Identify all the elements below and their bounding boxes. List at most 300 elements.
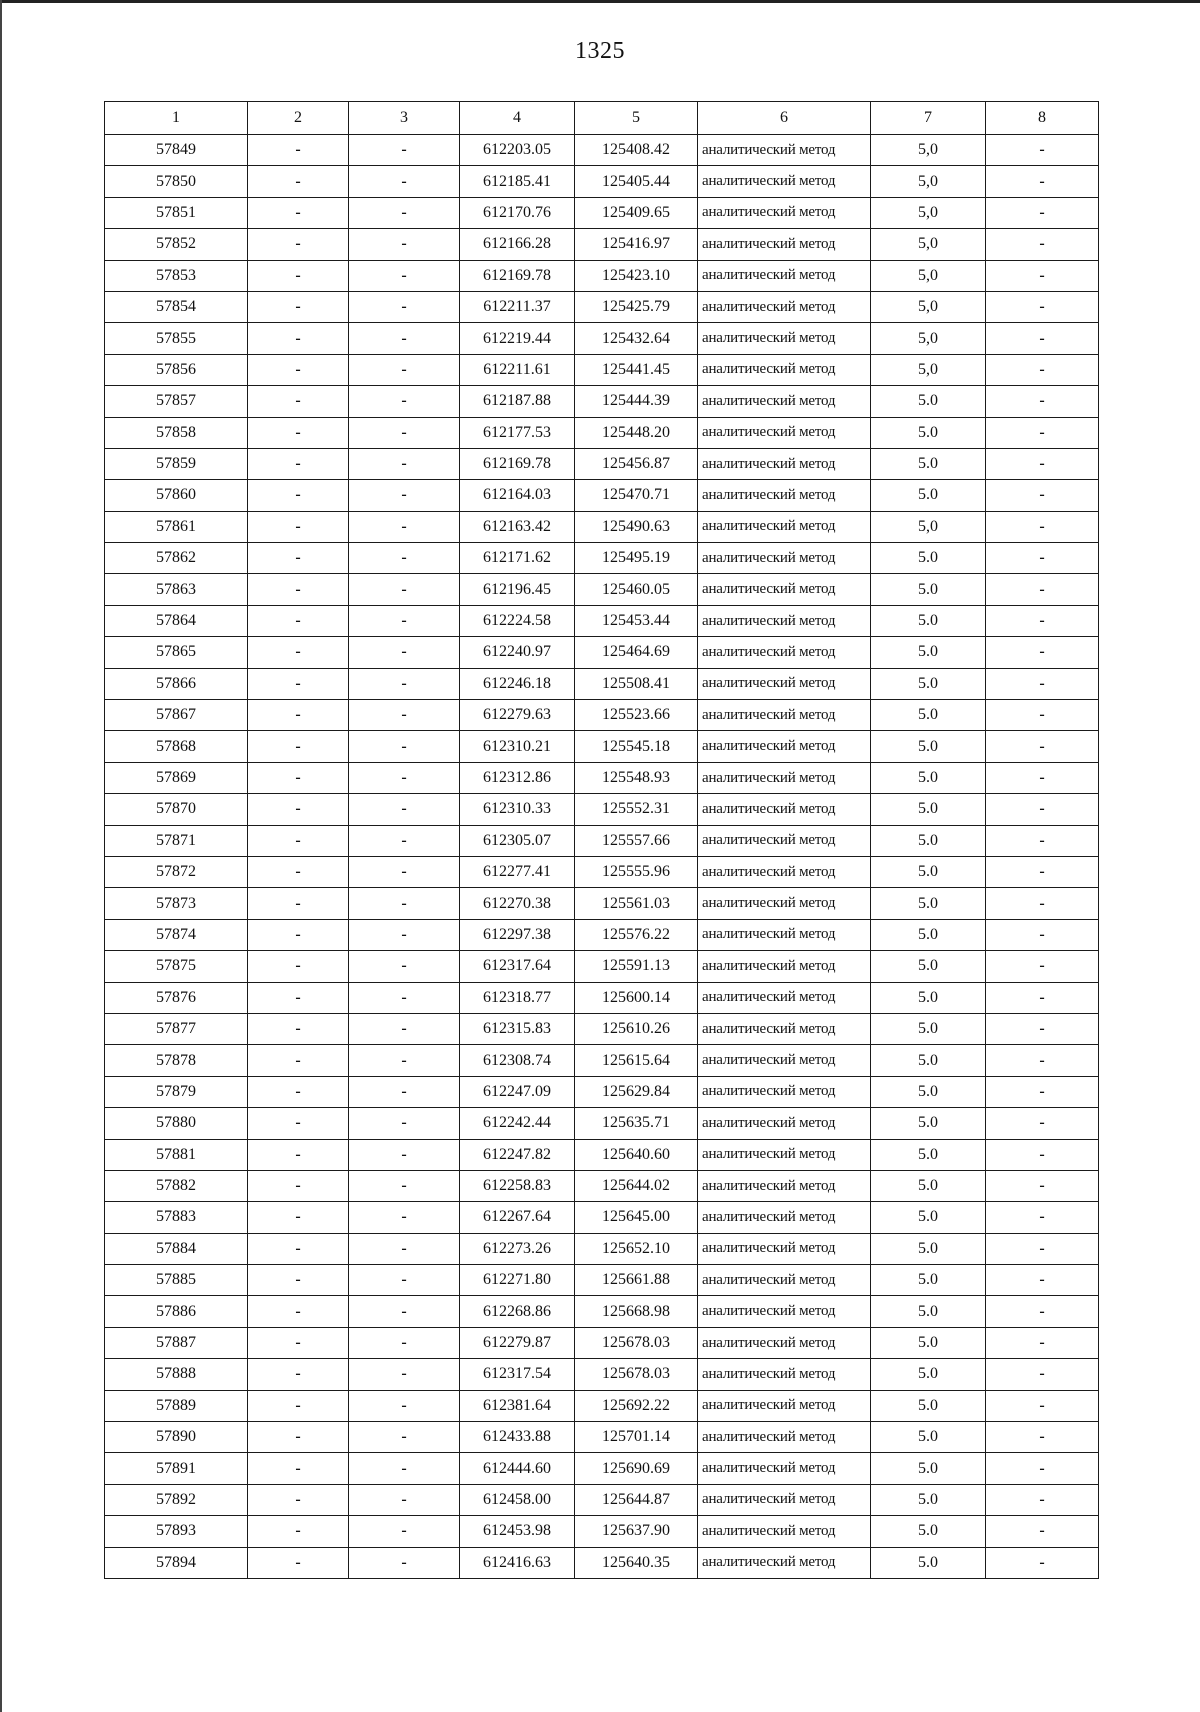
- cell-coord-y: 125441.45: [575, 354, 698, 385]
- cell-method: аналитический метод: [698, 700, 871, 731]
- cell-accuracy: 5.0: [871, 888, 986, 919]
- cell-coord-y: 125629.84: [575, 1076, 698, 1107]
- cell-col-2-value: -: [248, 1233, 349, 1264]
- table-row: [105, 229, 1099, 260]
- cell-col-3-value: -: [349, 229, 460, 260]
- cell-method: аналитический метод: [698, 668, 871, 699]
- cell-coord-y: 125661.88: [575, 1265, 698, 1296]
- cell-coord-x: 612310.33: [460, 794, 575, 825]
- cell-point-number: 57853: [105, 260, 248, 291]
- cell-point-number: 57852: [105, 229, 248, 260]
- cell-col-3-value: -: [349, 448, 460, 479]
- cell-accuracy: 5.0: [871, 1359, 986, 1390]
- cell-col-3-value: -: [349, 1359, 460, 1390]
- cell-coord-x: 612433.88: [460, 1422, 575, 1453]
- table-row: [105, 1516, 1099, 1547]
- cell-coord-x: 612273.26: [460, 1233, 575, 1264]
- cell-method: аналитический метод: [698, 731, 871, 762]
- cell-accuracy: 5.0: [871, 1170, 986, 1201]
- cell-accuracy: 5.0: [871, 1233, 986, 1264]
- cell-coord-x: 612305.07: [460, 825, 575, 856]
- cell-col-2-value: -: [248, 700, 349, 731]
- cell-col-2-value: -: [248, 1359, 349, 1390]
- cell-col-8-value: -: [986, 574, 1099, 605]
- cell-accuracy: 5.0: [871, 480, 986, 511]
- cell-col-8-value: -: [986, 1359, 1099, 1390]
- table-row: [105, 888, 1099, 919]
- cell-accuracy: 5,0: [871, 197, 986, 228]
- cell-accuracy: 5,0: [871, 511, 986, 542]
- cell-coord-x: 612258.83: [460, 1170, 575, 1201]
- cell-method: аналитический метод: [698, 417, 871, 448]
- cell-coord-x: 612444.60: [460, 1453, 575, 1484]
- cell-accuracy: 5.0: [871, 794, 986, 825]
- cell-method: аналитический метод: [698, 511, 871, 542]
- cell-coord-x: 612177.53: [460, 417, 575, 448]
- cell-col-2-value: -: [248, 229, 349, 260]
- cell-coord-x: 612247.09: [460, 1076, 575, 1107]
- table-row: [105, 1233, 1099, 1264]
- cell-coord-y: 125557.66: [575, 825, 698, 856]
- cell-col-3-value: -: [349, 1045, 460, 1076]
- cell-col-2-value: -: [248, 951, 349, 982]
- column-header-4: 4: [460, 102, 575, 135]
- cell-accuracy: 5.0: [871, 668, 986, 699]
- cell-col-8-value: -: [986, 1076, 1099, 1107]
- cell-method: аналитический метод: [698, 323, 871, 354]
- cell-coord-x: 612317.64: [460, 951, 575, 982]
- cell-col-3-value: -: [349, 731, 460, 762]
- cell-method: аналитический метод: [698, 951, 871, 982]
- table-row: [105, 794, 1099, 825]
- cell-method: аналитический метод: [698, 1390, 871, 1421]
- cell-col-2-value: -: [248, 1202, 349, 1233]
- cell-point-number: 57866: [105, 668, 248, 699]
- cell-col-3-value: -: [349, 982, 460, 1013]
- cell-method: аналитический метод: [698, 1045, 871, 1076]
- table-row: [105, 166, 1099, 197]
- cell-coord-y: 125456.87: [575, 448, 698, 479]
- table-row: [105, 417, 1099, 448]
- cell-coord-y: 125405.44: [575, 166, 698, 197]
- table-row: [105, 762, 1099, 793]
- cell-col-3-value: -: [349, 637, 460, 668]
- table-row: [105, 1108, 1099, 1139]
- cell-coord-y: 125555.96: [575, 856, 698, 887]
- cell-coord-y: 125460.05: [575, 574, 698, 605]
- cell-col-2-value: -: [248, 1390, 349, 1421]
- cell-col-8-value: -: [986, 1013, 1099, 1044]
- cell-accuracy: 5.0: [871, 1076, 986, 1107]
- cell-accuracy: 5.0: [871, 856, 986, 887]
- cell-accuracy: 5.0: [871, 1390, 986, 1421]
- cell-method: аналитический метод: [698, 1296, 871, 1327]
- cell-col-8-value: -: [986, 1296, 1099, 1327]
- cell-accuracy: 5.0: [871, 574, 986, 605]
- cell-col-8-value: -: [986, 448, 1099, 479]
- cell-point-number: 57862: [105, 543, 248, 574]
- cell-col-2-value: -: [248, 1296, 349, 1327]
- cell-point-number: 57884: [105, 1233, 248, 1264]
- cell-accuracy: 5.0: [871, 731, 986, 762]
- cell-col-8-value: -: [986, 166, 1099, 197]
- cell-col-3-value: -: [349, 888, 460, 919]
- cell-coord-x: 612458.00: [460, 1484, 575, 1515]
- cell-coord-x: 612196.45: [460, 574, 575, 605]
- cell-col-8-value: -: [986, 856, 1099, 887]
- table-row: [105, 668, 1099, 699]
- cell-point-number: 57856: [105, 354, 248, 385]
- cell-accuracy: 5.0: [871, 605, 986, 636]
- cell-col-3-value: -: [349, 417, 460, 448]
- cell-point-number: 57893: [105, 1516, 248, 1547]
- column-header-3: 3: [349, 102, 460, 135]
- cell-accuracy: 5.0: [871, 543, 986, 574]
- cell-point-number: 57871: [105, 825, 248, 856]
- cell-coord-x: 612211.61: [460, 354, 575, 385]
- table-row: [105, 1359, 1099, 1390]
- cell-accuracy: 5,0: [871, 323, 986, 354]
- page-number: 1325: [575, 38, 625, 64]
- cell-coord-x: 612312.86: [460, 762, 575, 793]
- cell-coord-y: 125552.31: [575, 794, 698, 825]
- cell-col-2-value: -: [248, 260, 349, 291]
- cell-col-8-value: -: [986, 794, 1099, 825]
- cell-coord-x: 612203.05: [460, 135, 575, 166]
- cell-accuracy: 5.0: [871, 1296, 986, 1327]
- cell-col-3-value: -: [349, 574, 460, 605]
- cell-method: аналитический метод: [698, 480, 871, 511]
- cell-point-number: 57873: [105, 888, 248, 919]
- cell-col-3-value: -: [349, 700, 460, 731]
- cell-col-8-value: -: [986, 1390, 1099, 1421]
- cell-col-8-value: -: [986, 825, 1099, 856]
- cell-col-3-value: -: [349, 1327, 460, 1358]
- table-row: [105, 1139, 1099, 1170]
- cell-coord-y: 125490.63: [575, 511, 698, 542]
- cell-point-number: 57858: [105, 417, 248, 448]
- cell-col-3-value: -: [349, 1516, 460, 1547]
- table-row: [105, 1013, 1099, 1044]
- cell-col-3-value: -: [349, 323, 460, 354]
- table-row: [105, 260, 1099, 291]
- cell-point-number: 57865: [105, 637, 248, 668]
- cell-coord-y: 125615.64: [575, 1045, 698, 1076]
- column-header-7: 7: [871, 102, 986, 135]
- cell-col-8-value: -: [986, 951, 1099, 982]
- cell-col-2-value: -: [248, 197, 349, 228]
- cell-coord-y: 125523.66: [575, 700, 698, 731]
- cell-coord-y: 125645.00: [575, 1202, 698, 1233]
- cell-point-number: 57887: [105, 1327, 248, 1358]
- cell-coord-x: 612271.80: [460, 1265, 575, 1296]
- cell-col-2-value: -: [248, 668, 349, 699]
- cell-point-number: 57874: [105, 919, 248, 950]
- cell-point-number: 57861: [105, 511, 248, 542]
- cell-col-2-value: -: [248, 1265, 349, 1296]
- cell-accuracy: 5.0: [871, 982, 986, 1013]
- cell-method: аналитический метод: [698, 1547, 871, 1578]
- cell-method: аналитический метод: [698, 605, 871, 636]
- cell-col-3-value: -: [349, 386, 460, 417]
- cell-col-8-value: -: [986, 135, 1099, 166]
- cell-point-number: 57850: [105, 166, 248, 197]
- cell-coord-x: 612166.28: [460, 229, 575, 260]
- cell-method: аналитический метод: [698, 166, 871, 197]
- cell-point-number: 57892: [105, 1484, 248, 1515]
- cell-col-8-value: -: [986, 1170, 1099, 1201]
- table-row: [105, 291, 1099, 322]
- cell-col-2-value: -: [248, 386, 349, 417]
- table-row: [105, 919, 1099, 950]
- cell-coord-x: 612224.58: [460, 605, 575, 636]
- cell-col-8-value: -: [986, 1453, 1099, 1484]
- cell-coord-y: 125448.20: [575, 417, 698, 448]
- cell-coord-y: 125690.69: [575, 1453, 698, 1484]
- cell-method: аналитический метод: [698, 1139, 871, 1170]
- cell-col-3-value: -: [349, 260, 460, 291]
- cell-method: аналитический метод: [698, 291, 871, 322]
- cell-accuracy: 5.0: [871, 700, 986, 731]
- cell-accuracy: 5.0: [871, 448, 986, 479]
- cell-method: аналитический метод: [698, 919, 871, 950]
- table-row: [105, 637, 1099, 668]
- cell-point-number: 57867: [105, 700, 248, 731]
- cell-col-2-value: -: [248, 794, 349, 825]
- cell-col-2-value: -: [248, 731, 349, 762]
- cell-col-8-value: -: [986, 731, 1099, 762]
- cell-method: аналитический метод: [698, 856, 871, 887]
- cell-coord-y: 125432.64: [575, 323, 698, 354]
- cell-point-number: 57854: [105, 291, 248, 322]
- cell-point-number: 57877: [105, 1013, 248, 1044]
- table-row: [105, 1453, 1099, 1484]
- cell-coord-y: 125453.44: [575, 605, 698, 636]
- cell-accuracy: 5,0: [871, 166, 986, 197]
- cell-col-8-value: -: [986, 323, 1099, 354]
- cell-col-8-value: -: [986, 354, 1099, 385]
- cell-col-8-value: -: [986, 1327, 1099, 1358]
- cell-accuracy: 5.0: [871, 637, 986, 668]
- cell-col-8-value: -: [986, 386, 1099, 417]
- cell-col-8-value: -: [986, 982, 1099, 1013]
- cell-method: аналитический метод: [698, 1516, 871, 1547]
- cell-point-number: 57891: [105, 1453, 248, 1484]
- cell-coord-y: 125652.10: [575, 1233, 698, 1264]
- cell-col-3-value: -: [349, 1547, 460, 1578]
- cell-col-3-value: -: [349, 762, 460, 793]
- column-header-6: 6: [698, 102, 871, 135]
- cell-col-8-value: -: [986, 1108, 1099, 1139]
- cell-method: аналитический метод: [698, 1233, 871, 1264]
- cell-col-2-value: -: [248, 1484, 349, 1515]
- cell-coord-x: 612453.98: [460, 1516, 575, 1547]
- cell-col-3-value: -: [349, 1013, 460, 1044]
- cell-coord-y: 125508.41: [575, 668, 698, 699]
- cell-col-2-value: -: [248, 982, 349, 1013]
- cell-col-2-value: -: [248, 1547, 349, 1578]
- table-row: [105, 1547, 1099, 1578]
- cell-col-8-value: -: [986, 1202, 1099, 1233]
- cell-method: аналитический метод: [698, 135, 871, 166]
- cell-col-3-value: -: [349, 1139, 460, 1170]
- cell-coord-x: 612169.78: [460, 260, 575, 291]
- table-row: [105, 574, 1099, 605]
- cell-method: аналитический метод: [698, 1265, 871, 1296]
- table-row: [105, 1202, 1099, 1233]
- cell-method: аналитический метод: [698, 1170, 871, 1201]
- cell-point-number: 57885: [105, 1265, 248, 1296]
- cell-col-3-value: -: [349, 825, 460, 856]
- cell-accuracy: 5.0: [871, 919, 986, 950]
- cell-accuracy: 5.0: [871, 1202, 986, 1233]
- cell-col-3-value: -: [349, 166, 460, 197]
- cell-accuracy: 5.0: [871, 1139, 986, 1170]
- cell-col-3-value: -: [349, 1108, 460, 1139]
- cell-col-3-value: -: [349, 1484, 460, 1515]
- cell-col-2-value: -: [248, 762, 349, 793]
- cell-accuracy: 5.0: [871, 1453, 986, 1484]
- cell-coord-y: 125701.14: [575, 1422, 698, 1453]
- cell-coord-y: 125548.93: [575, 762, 698, 793]
- cell-accuracy: 5.0: [871, 1013, 986, 1044]
- cell-accuracy: 5.0: [871, 1484, 986, 1515]
- cell-col-8-value: -: [986, 291, 1099, 322]
- cell-coord-x: 612308.74: [460, 1045, 575, 1076]
- cell-coord-y: 125576.22: [575, 919, 698, 950]
- cell-method: аналитический метод: [698, 1076, 871, 1107]
- cell-point-number: 57881: [105, 1139, 248, 1170]
- cell-col-2-value: -: [248, 825, 349, 856]
- cell-col-3-value: -: [349, 291, 460, 322]
- cell-accuracy: 5.0: [871, 951, 986, 982]
- table-row: [105, 197, 1099, 228]
- cell-coord-y: 125423.10: [575, 260, 698, 291]
- cell-coord-y: 125409.65: [575, 197, 698, 228]
- coordinates-table: [104, 101, 1099, 1579]
- cell-coord-x: 612185.41: [460, 166, 575, 197]
- cell-col-3-value: -: [349, 1453, 460, 1484]
- table-row: [105, 135, 1099, 166]
- cell-coord-y: 125635.71: [575, 1108, 698, 1139]
- cell-col-2-value: -: [248, 511, 349, 542]
- cell-col-3-value: -: [349, 197, 460, 228]
- cell-col-8-value: -: [986, 1045, 1099, 1076]
- cell-point-number: 57878: [105, 1045, 248, 1076]
- cell-col-3-value: -: [349, 605, 460, 636]
- cell-col-3-value: -: [349, 1422, 460, 1453]
- cell-point-number: 57864: [105, 605, 248, 636]
- column-header-5: 5: [575, 102, 698, 135]
- cell-method: аналитический метод: [698, 1359, 871, 1390]
- cell-method: аналитический метод: [698, 229, 871, 260]
- cell-coord-y: 125545.18: [575, 731, 698, 762]
- cell-col-3-value: -: [349, 951, 460, 982]
- cell-accuracy: 5,0: [871, 291, 986, 322]
- cell-coord-x: 612268.86: [460, 1296, 575, 1327]
- cell-coord-y: 125470.71: [575, 480, 698, 511]
- table-header-row: [105, 102, 1099, 135]
- cell-coord-x: 612279.63: [460, 700, 575, 731]
- cell-point-number: 57875: [105, 951, 248, 982]
- cell-coord-y: 125644.87: [575, 1484, 698, 1515]
- cell-coord-x: 612277.41: [460, 856, 575, 887]
- cell-col-3-value: -: [349, 668, 460, 699]
- cell-method: аналитический метод: [698, 762, 871, 793]
- cell-accuracy: 5.0: [871, 1547, 986, 1578]
- table-row: [105, 1422, 1099, 1453]
- cell-col-2-value: -: [248, 1422, 349, 1453]
- cell-coord-y: 125425.79: [575, 291, 698, 322]
- column-header-1: 1: [105, 102, 248, 135]
- cell-col-2-value: -: [248, 637, 349, 668]
- cell-method: аналитический метод: [698, 197, 871, 228]
- cell-col-8-value: -: [986, 543, 1099, 574]
- cell-accuracy: 5,0: [871, 354, 986, 385]
- cell-method: аналитический метод: [698, 1422, 871, 1453]
- cell-point-number: 57894: [105, 1547, 248, 1578]
- cell-method: аналитический метод: [698, 1108, 871, 1139]
- table-row: [105, 1296, 1099, 1327]
- cell-method: аналитический метод: [698, 1202, 871, 1233]
- cell-coord-x: 612163.42: [460, 511, 575, 542]
- cell-method: аналитический метод: [698, 386, 871, 417]
- cell-coord-y: 125561.03: [575, 888, 698, 919]
- cell-col-8-value: -: [986, 480, 1099, 511]
- cell-method: аналитический метод: [698, 1327, 871, 1358]
- cell-col-8-value: -: [986, 1265, 1099, 1296]
- cell-accuracy: 5.0: [871, 1327, 986, 1358]
- cell-col-2-value: -: [248, 323, 349, 354]
- cell-accuracy: 5,0: [871, 260, 986, 291]
- cell-col-8-value: -: [986, 197, 1099, 228]
- cell-coord-x: 612416.63: [460, 1547, 575, 1578]
- cell-col-8-value: -: [986, 1516, 1099, 1547]
- table-row: [105, 511, 1099, 542]
- cell-coord-x: 612317.54: [460, 1359, 575, 1390]
- cell-coord-y: 125678.03: [575, 1327, 698, 1358]
- cell-coord-x: 612246.18: [460, 668, 575, 699]
- cell-method: аналитический метод: [698, 448, 871, 479]
- cell-coord-x: 612267.64: [460, 1202, 575, 1233]
- table-row: [105, 605, 1099, 636]
- table-row: [105, 825, 1099, 856]
- cell-col-2-value: -: [248, 480, 349, 511]
- cell-point-number: 57851: [105, 197, 248, 228]
- cell-col-2-value: -: [248, 1076, 349, 1107]
- cell-col-3-value: -: [349, 919, 460, 950]
- cell-col-2-value: -: [248, 135, 349, 166]
- table-row: [105, 1265, 1099, 1296]
- cell-coord-x: 612315.83: [460, 1013, 575, 1044]
- cell-point-number: 57880: [105, 1108, 248, 1139]
- cell-coord-x: 612242.44: [460, 1108, 575, 1139]
- cell-col-3-value: -: [349, 1233, 460, 1264]
- table-row: [105, 1170, 1099, 1201]
- cell-col-3-value: -: [349, 135, 460, 166]
- cell-method: аналитический метод: [698, 888, 871, 919]
- cell-col-2-value: -: [248, 919, 349, 950]
- cell-col-2-value: -: [248, 1045, 349, 1076]
- cell-coord-y: 125610.26: [575, 1013, 698, 1044]
- scan-left-edge: [0, 0, 2, 1712]
- cell-col-8-value: -: [986, 1422, 1099, 1453]
- cell-col-2-value: -: [248, 1453, 349, 1484]
- cell-coord-x: 612279.87: [460, 1327, 575, 1358]
- cell-coord-y: 125408.42: [575, 135, 698, 166]
- cell-method: аналитический метод: [698, 1453, 871, 1484]
- cell-coord-y: 125495.19: [575, 543, 698, 574]
